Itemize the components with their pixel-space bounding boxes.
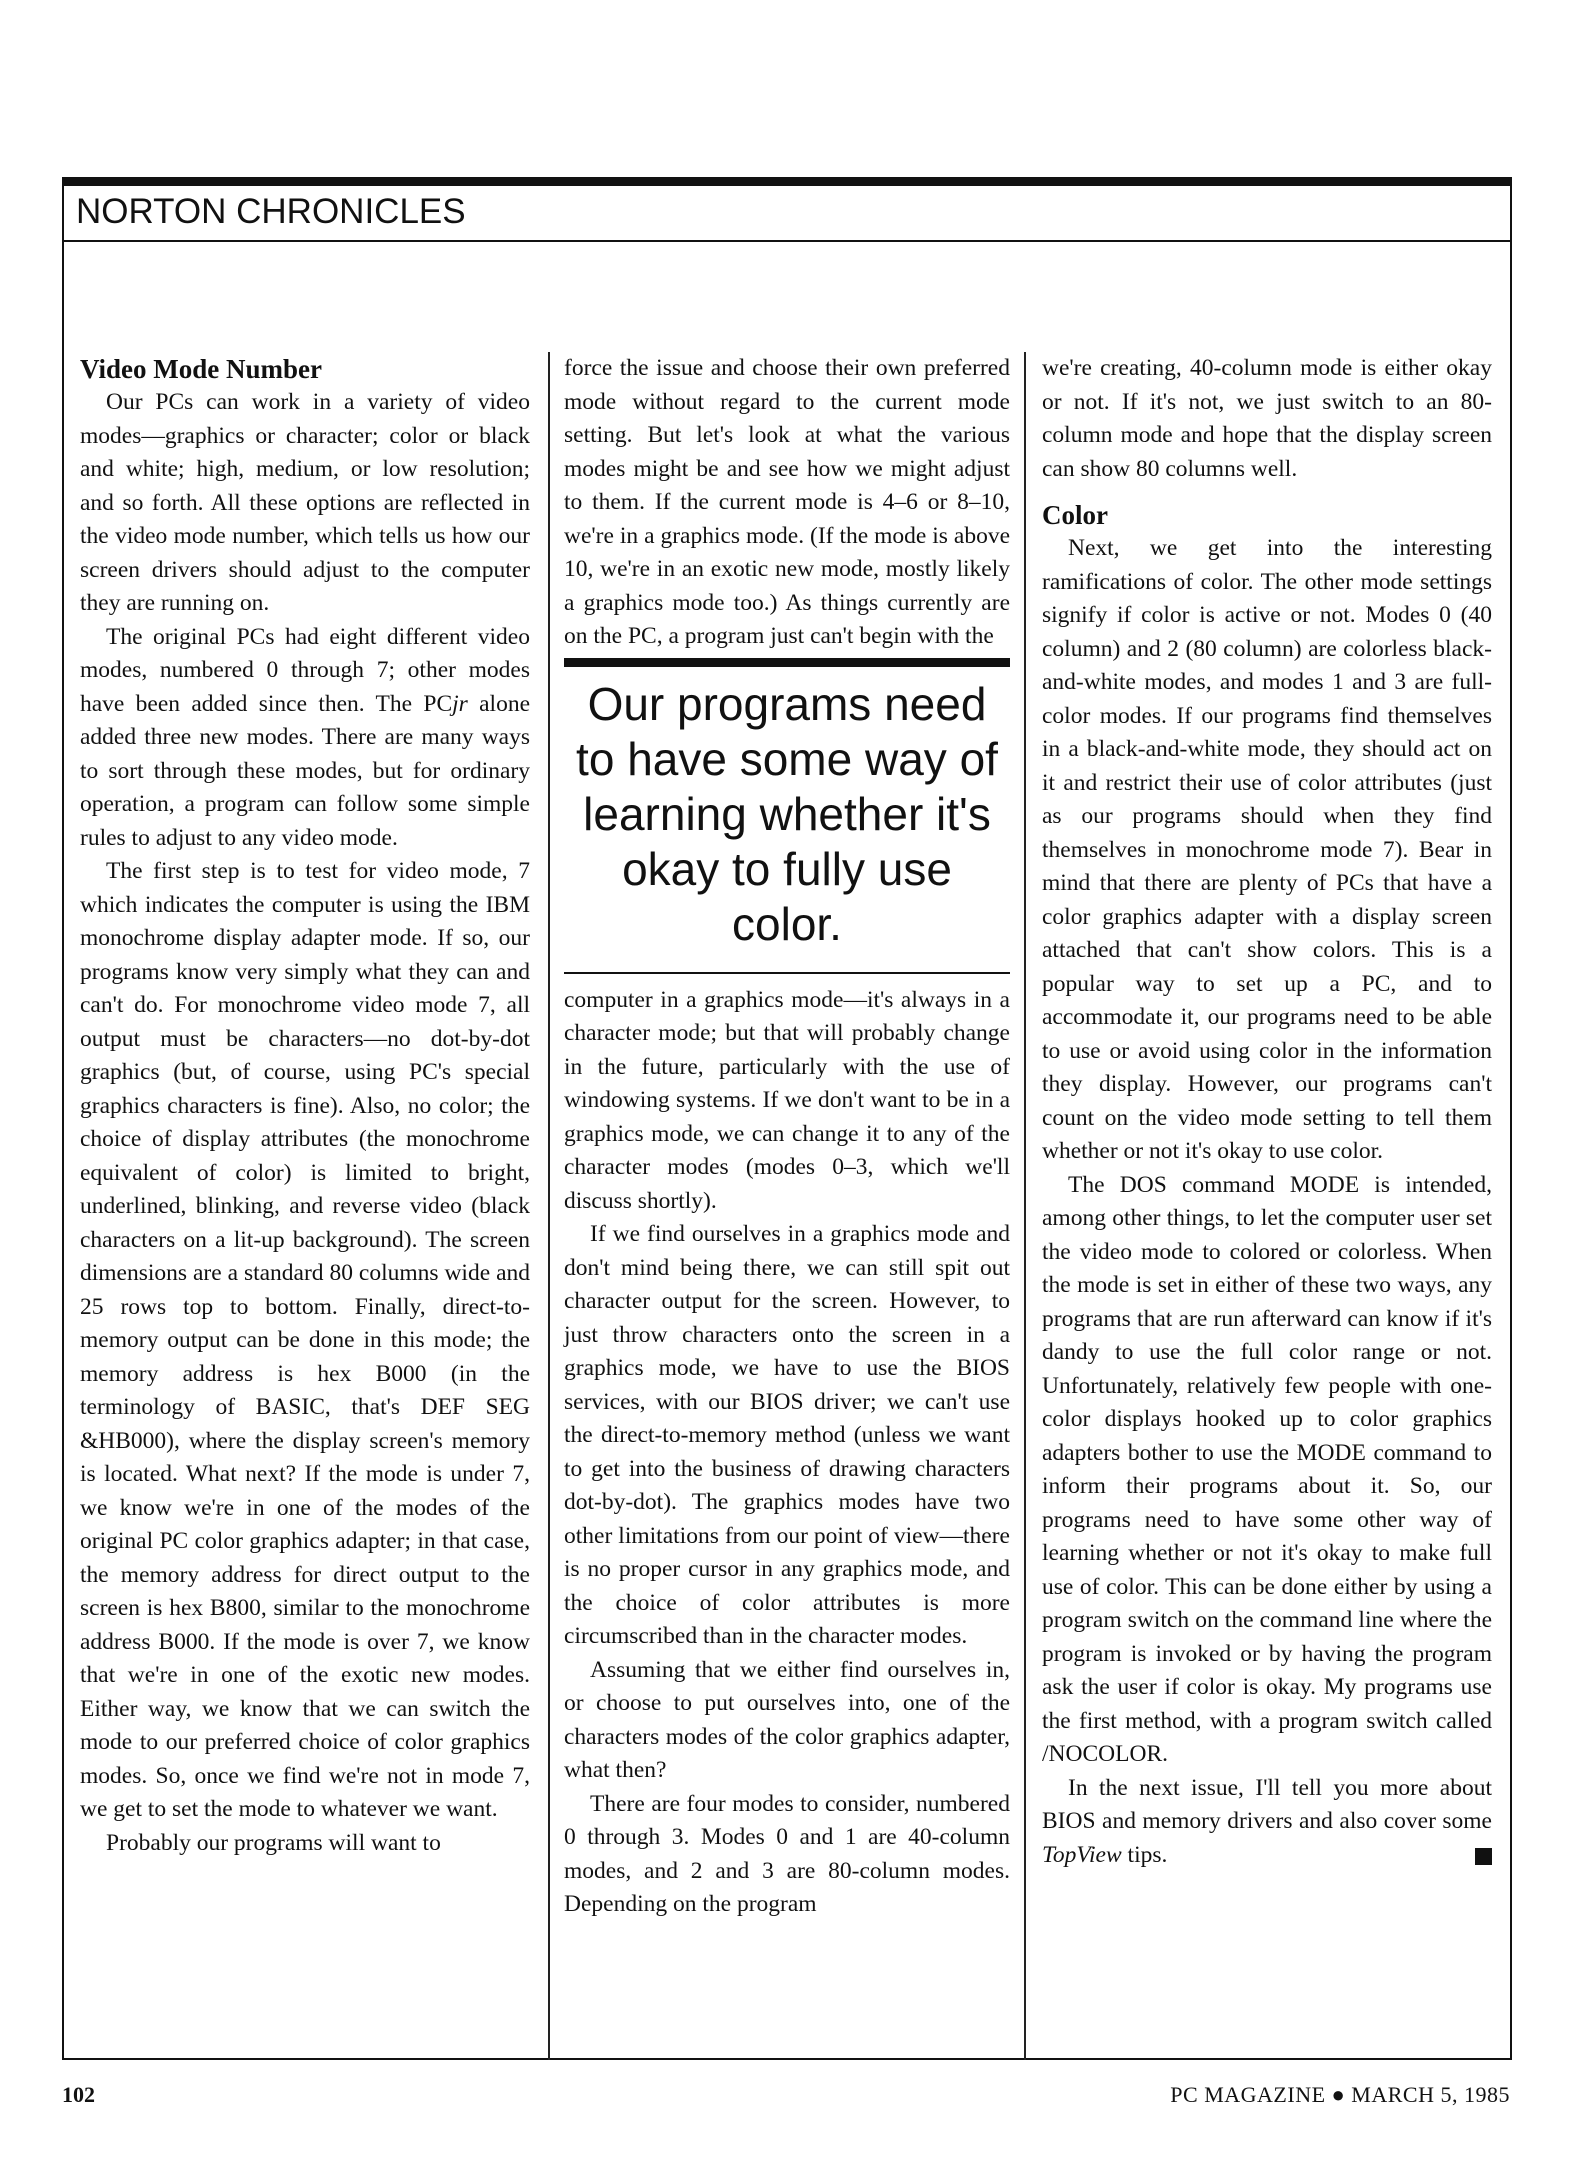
- heading-color: Color: [1042, 500, 1108, 530]
- heading-video-mode-number: Video Mode Number: [80, 354, 322, 384]
- pull-quote-top-rule: [564, 658, 1010, 667]
- column-1: [80, 352, 530, 1860]
- paragraph: Probably our programs will want to: [106, 1829, 441, 1856]
- text: The original PCs had eight different video modes, numbered 0 through 7; other modes have been added since then. The PC: [80, 623, 530, 717]
- paragraph: [80, 621, 530, 856]
- section-title: NORTON CHRONICLES: [76, 192, 466, 231]
- end-mark-icon: [1475, 1848, 1492, 1865]
- column-3: [1042, 352, 1492, 1872]
- paragraph: force the issue and choose their own preferred mode without regard to the current mode setting. But let's look at what the various modes might be and see how we might adjust to them. If the current mode is 4–6 or 8–10, we're in a graphics mode. (If the mode is above 10, we're in an exotic new mode, mostly likely a graphics mode too.) As things currently are on the PC, a program just can't begin with the: [564, 355, 1010, 649]
- page-number: 102: [62, 2082, 95, 2107]
- text: tips.: [1121, 1841, 1168, 1868]
- text: In the next issue, I'll tell you more about BIOS and memory drivers and also cover some: [1042, 1774, 1492, 1834]
- paragraph: The first step is to test for video mode, 7 which indicates the computer is using the IBM monochrome display adapter mode. If so, our programs know very simply what they can and can't do. For monochrome video mode 7, all output must be characters—no dot-by-dot graphics (but, of course, using PC's special graphics characters is fine). Also, no color; the choice of display attributes (the monochrome equivalent of color) is limited to bright, underlined, blinking, and reverse video (black characters on a lit-up background). The screen dimensions are a standard 80 columns wide and 25 rows top to bottom. Finally, direct-to-memory output can be done in this mode; the memory address is hex B000 (in the terminology of BASIC, that's DEF SEG &HB000), where the display screen's memory is located. What next? If the mode is under 7, we know we're in one of the modes of the original PC color graphics adapter; in that case, the memory address for direct output to the screen is hex B800, similar to the monochrome address B000. If the mode is over 7, we know that we're in one of the exotic new modes. Either way, we know that we can switch the mode to our preferred choice of color graphics modes. So, once we find we're not in mode 7, we get to set the mode to whatever we want.: [80, 858, 530, 1822]
- paragraph: computer in a graphics mode—it's always in a character mode; but that will probably change in the future, particularly with the use of windowing systems. If we don't want to be in a graphics mode, we can change it to any of the character modes (modes 0–3, which we'll discuss shortly).: [564, 986, 1010, 1214]
- column-divider: [1024, 352, 1026, 2060]
- paragraph: [1042, 1772, 1492, 1873]
- text-italic: TopView: [1042, 1841, 1122, 1868]
- column-2: [564, 352, 1010, 1922]
- text: alone added three new modes. There are many ways to sort through these modes, but for ordinary operation, a program can follow some simple rules to adjust to any video mode.: [80, 690, 531, 851]
- paragraph: we're creating, 40-column mode is either okay or not. If it's not, we just switch to an 80-column mode and hope that the display screen can show 80 columns well.: [1042, 355, 1492, 482]
- section-header: [62, 186, 1512, 242]
- paragraph: There are four modes to consider, numbered 0 through 3. Modes 0 and 1 are 40-column modes, and 2 and 3 are 80-column modes. Depending on the program: [564, 1790, 1010, 1917]
- text-italic: jr: [452, 690, 468, 717]
- header-rule: [62, 177, 1512, 186]
- pull-quote: [564, 658, 1010, 974]
- pull-quote-text: Our programs need to have some way of learning whether it's okay to fully use color.: [576, 677, 998, 950]
- paragraph: The DOS command MODE is intended, among other things, to let the computer user set the video mode to colored or colorless. When the mode is set in either of these two ways, any programs that are run afterward can know if it's dandy to use the full color range or not. Unfortunately, relatively few people with one-color displays hooked up to color graphics adapters bother to use the MODE command to inform their programs about it. So, our programs need to have some other way of learning whether or not it's okay to make full use of color. This can be done either by using a program switch on the command line where the program is invoked or by having the program ask the user if color is okay. My programs use the first method, with a program switch called /NOCOLOR.: [1042, 1171, 1492, 1767]
- publication-line: PC MAGAZINE ● MARCH 5, 1985: [1170, 2082, 1510, 2107]
- paragraph: If we find ourselves in a graphics mode and don't mind being there, we can still spit out character output for the screen. However, to just throw characters onto the screen in a graphics mode, we have to use the BIOS services, with our BIOS driver; we can't use the direct-to-memory method (unless we want to get into the business of drawing characters dot-by-dot). The graphics modes have two other limitations from our point of view—there is no proper cursor in any graphics mode, and the choice of color attributes is more circumscribed than in the character modes.: [564, 1221, 1010, 1649]
- column-divider: [548, 352, 550, 2060]
- paragraph: Assuming that we either find ourselves in, or choose to put ourselves into, one of the characters modes of the color graphics adapter, what then?: [564, 1656, 1010, 1783]
- pull-quote-bottom-rule: [564, 972, 1010, 974]
- paragraph: Next, we get into the interesting ramifications of color. The other mode settings signify if color is active or not. Modes 0 (40 column) and 2 (80 column) are colorless black-and-white modes, and modes 1 and 3 are full-color modes. If our programs find themselves in a black-and-white mode, they should act on it and restrict their use of color attributes (just as our programs should when they find themselves in monochrome mode 7). Bear in mind that there are plenty of PCs that have a color graphics adapter with a display screen attached that can't show colors. This is a popular way to set up a PC, and to accommodate it, our programs need to be able to use or avoid using color in the information they display. However, our programs can't count on the video mode setting to tell them whether or not it's okay to use color.: [1042, 535, 1492, 1164]
- paragraph: Our PCs can work in a variety of video modes—graphics or character; color or black and white; high, medium, or low resolution; and so forth. All these options are reflected in the video mode number, which tells us how our screen drivers should adjust to the computer they are running on.: [80, 389, 530, 616]
